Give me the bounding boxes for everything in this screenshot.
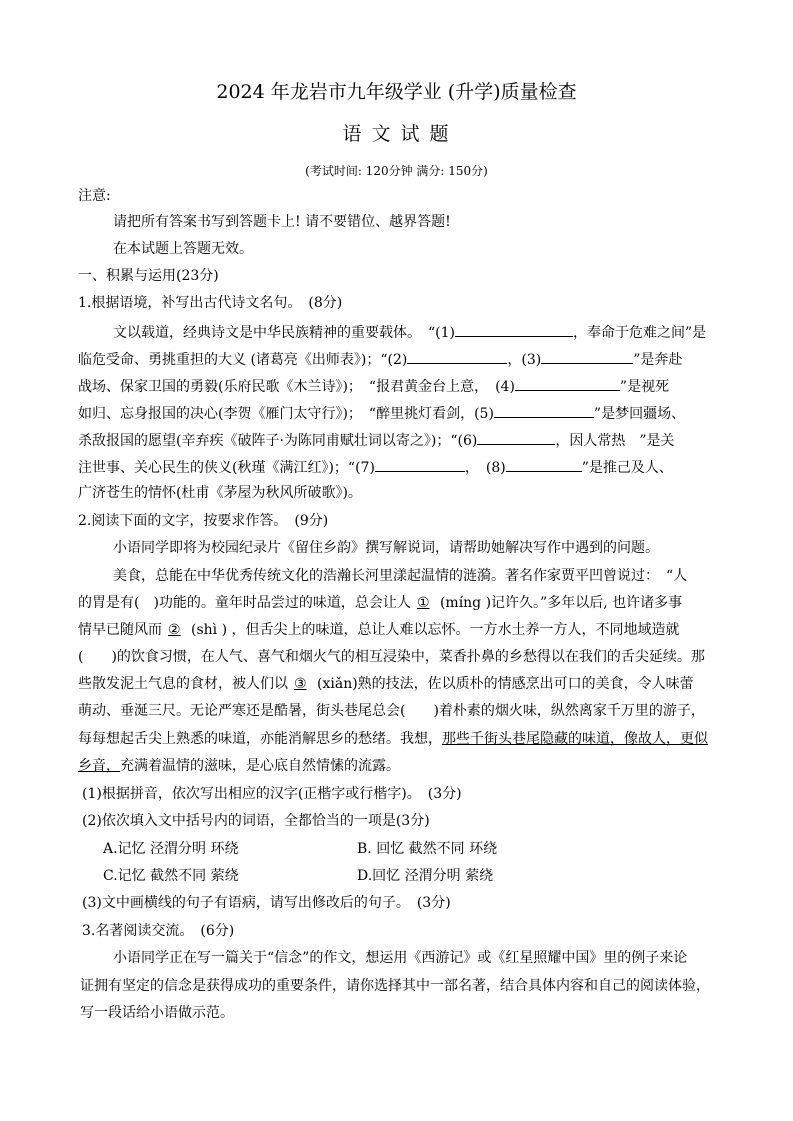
- q2-passage-line-7: 每每想起舌尖上熟悉的味道，亦能消解思乡的愁绪。我想，那些千街头巷尾隐藏的味道，像故人，更似: [78, 731, 708, 747]
- q2-sub-3: (3)文中画横线的句子有语病，请写出修改后的句子。 (3分): [82, 895, 451, 911]
- notice-line-2: 在本试题上答题无效。: [113, 241, 253, 257]
- answer-blank-7: [375, 457, 465, 472]
- pinyin-blank-3: ③: [294, 676, 307, 692]
- answer-blank-6: [477, 430, 555, 445]
- q2-passage-line-6: 萌动、垂涎三尺。无论严寒还是酷暑，街头巷尾总会( )着朴素的烟火味，纵然离家千万里的游子，: [78, 703, 705, 719]
- q3-line-3: 写一段话给小语做示范。: [80, 1005, 234, 1021]
- q1-title: 1.根据语境，补写出古代诗文名句。 (8分): [78, 295, 343, 311]
- option-b: B. 回忆 截然不同 环绕: [357, 841, 498, 857]
- option-a: A.记忆 泾渭分明 环绕: [103, 841, 239, 857]
- pinyin-blank-1: ①: [416, 595, 430, 611]
- section-1-title: 一、积累与运用(23分): [78, 268, 219, 284]
- answer-blank-3: [541, 349, 633, 364]
- notice-label: 注意:: [78, 188, 111, 204]
- q1-line-2: 临危受命、勇挑重担的大义 (诸葛亮《出师表》)；“(2) ，(3) ”是奔赴: [78, 349, 682, 369]
- q2-sub-1: (1)根据拼音，依次写出相应的汉字(正楷字或行楷字)。 (3分): [82, 786, 462, 802]
- answer-blank-8: [506, 457, 582, 472]
- answer-blank-2: [407, 349, 507, 364]
- underlined-sentence-end: 乡音，: [78, 758, 120, 774]
- underlined-sentence: 那些千街头巷尾隐藏的味道，像故人，更似: [442, 731, 708, 747]
- q2-passage-line-1: 美食，总能在中华优秀传统文化的浩瀚长河里漾起温情的涟漪。著名作家贾平凹曾说过： “人: [113, 568, 688, 584]
- q2-passage-line-2: 的胃是有( )功能的。童年时品尝过的味道，总会让人 ① (míng )记许久。”多年以后, 也许诸多事: [78, 595, 683, 611]
- answer-blank-1: [455, 322, 573, 337]
- q1-line-4: 如归、忘身报国的决心(李贺《雁门太守行》)； “醉里挑灯看剑，(5) ”是梦回疆场、: [78, 403, 685, 423]
- q2-passage-line-8: 乡音，充满着温情的滋味，是心底自然情愫的流露。: [78, 758, 400, 774]
- answer-blank-5: [494, 403, 594, 418]
- exam-title: 2024 年龙岩市九年级学业 (升学)质量检查: [216, 81, 577, 103]
- q2-sub-2: (2)依次填入文中括号内的词语，全都恰当的一项是(3分): [82, 813, 430, 829]
- q1-line-1: 文以载道，经典诗文是中华民族精神的重要载体。 “(1) ，奉命于危难之间”是: [113, 322, 706, 342]
- q2-passage-line-5: 些散发泥土气息的食材，被人们以 ③ (xiǎn)熟的技法，佐以质朴的情感烹出可口的美食，令人味蕾: [78, 676, 694, 692]
- q2-intro: 小语同学即将为校园纪录片《留住乡韵》撰写解说词，请帮助她解决写作中遇到的问题。: [113, 540, 659, 556]
- q1-line-6: 注世事、关心民生的侠义(秋瑾《满江红》)；“(7) ， (8) ”是推己及人、: [78, 457, 673, 477]
- option-c: C.记忆 截然不同 萦绕: [103, 868, 239, 884]
- exam-info: (考试时间: 120分钟 满分: 150分): [305, 164, 488, 178]
- answer-blank-4: [515, 376, 620, 391]
- q2-title: 2.阅读下面的文字，按要求作答。 (9分): [78, 513, 329, 529]
- q1-line-5: 杀敌报国的愿望(辛弃疾《破阵子·为陈同甫赋壮词以寄之》)；“(6) ，因人常热 ”是关: [78, 430, 675, 450]
- q2-passage-line-4: ( )的饮食习惯，在人气、喜气和烟火气的相互浸染中，菜香扑鼻的乡愁得以在我们的舌尖延续。那: [78, 649, 705, 665]
- option-d: D.回忆 泾渭分明 萦绕: [357, 868, 494, 884]
- subject-title: 语 文 试 题: [342, 123, 451, 145]
- pinyin-blank-2: ②: [168, 622, 181, 638]
- notice-line-1: 请把所有答案书写到答题卡上! 请不要错位、越界答题!: [113, 214, 451, 230]
- q1-line-7: 广济苍生的情怀(杜甫《茅屋为秋风所破歌》)。: [78, 485, 362, 501]
- q3-line-1: 小语同学正在写一篇关于“信念”的作文，想运用《西游记》或《红星照耀中国》里的例子来论: [113, 950, 688, 966]
- q3-line-2: 证拥有坚定的信念是获得成功的重要条件，请你选择其中一部名著，结合具体内容和自己的阅读体验，: [80, 978, 710, 994]
- q2-passage-line-3: 情早已随风而 ② (shì ) ，但舌尖上的味道，总让人难以忘怀。一方水土养一方人，不同地域造就: [78, 622, 680, 638]
- q1-line-3: 战场、保家卫国的勇毅(乐府民歌《木兰诗》)； “报君黄金台上意， (4) ”是视死: [78, 376, 669, 396]
- q3-title: 3.名著阅读交流。 (6分): [82, 923, 235, 939]
